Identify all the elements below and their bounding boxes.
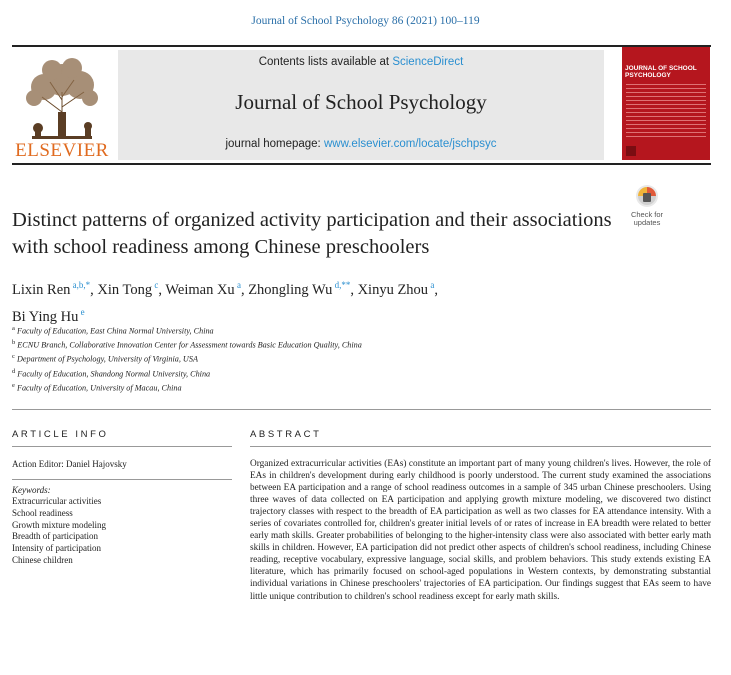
affiliation-item	[12, 323, 612, 337]
affiliation-text: Department of Psychology, University of Virginia, USA	[14, 355, 198, 365]
homepage-prefix: journal homepage:	[225, 138, 324, 150]
journal-title[interactable]: Journal of School Psychology	[235, 90, 487, 114]
author-separator: ,	[158, 281, 166, 298]
affiliation-text: ECNU Branch, Collaborative Innovation Center for Assessment towards Basic Education Quality, China	[15, 340, 362, 350]
keyword-item: Growth mixture modeling	[12, 519, 106, 530]
keyword-item: School readiness	[12, 507, 73, 518]
author-separator: ,	[240, 281, 249, 298]
keyword-item: Breadth of participation	[12, 531, 98, 542]
keyword-item: Intensity of participation	[12, 543, 101, 554]
running-head[interactable]: Journal of School Psychology 86 (2021) 100–119	[251, 15, 480, 27]
check-for-updates-label[interactable]	[618, 211, 676, 227]
keyword-item: Chinese children	[12, 554, 73, 565]
header-rule-top	[12, 45, 711, 47]
section-divider	[12, 409, 711, 410]
cover-publisher-mark	[626, 146, 636, 156]
abstract-text: Organized extracurricular activities (EAs) constitute an important part of many young children's lives. However, the role of EAs in children's development during early childhood is poorly understood. The current study examined the associations between EA participation and a range of school readiness outcomes in a sample of 345 urban Chinese preschoolers. Using three waves of data collected on EA participation and applying growth mixture modeling, we discovered two distinct trajectory classes with respect to the breadth of EA participation as well as two classes for EA attendance intensity. With a series of covariates controlled for, children's greater initial levels of or rates of increase in EA breadth were related to better early math skills. Greater probabilities of belonging to the higher-intensity class were also associated with better early math skills in children. However, EA participation did not predict other aspects of children's school readiness, including Chinese reading, receptive vocabulary, expressive language, social skills, and problem behaviors. This study extends existing EA literature, which has primarily focused on school-aged populations in Western contexts, by demonstrating substantial individual variations in Chinese preschoolers' trajectories of EA participation. Our findings suggest that EAs seem to have little unique contribution to children's school readiness except for early math skills.	[250, 459, 711, 602]
affiliation-text: Faculty of Education, Shandong Normal University, China	[15, 369, 211, 379]
abstract-heading: ABSTRACT	[250, 429, 322, 440]
affiliation-marker: c	[12, 353, 15, 361]
cover-title: JOURNAL OF SCHOOL PSYCHOLOGY	[625, 65, 697, 79]
journal-homepage-link[interactable]: www.elsevier.com/locate/jschpsyc	[323, 138, 497, 150]
author-list	[12, 274, 612, 328]
abstract-rule	[250, 446, 711, 447]
affiliation-marker: d	[12, 367, 16, 375]
author-affiliation-marker[interactable]: d,**	[332, 280, 351, 290]
author-affiliation-marker[interactable]: a	[428, 280, 435, 290]
journal-cover-thumbnail[interactable]	[622, 47, 710, 160]
author-separator: ,	[434, 281, 438, 298]
homepage-line	[118, 138, 604, 150]
author-name[interactable]: Zhongling Wu	[248, 281, 333, 298]
affiliation-list	[12, 323, 612, 394]
editor-rule	[12, 479, 232, 480]
affiliation-item	[12, 366, 612, 380]
author-name[interactable]: Weiman Xu	[165, 281, 235, 298]
author-affiliation-marker[interactable]: e	[78, 306, 85, 317]
affiliation-marker: e	[12, 381, 15, 389]
article-title: Distinct patterns of organized activity participation and their associations with school readiness among Chinese preschoolers	[12, 209, 612, 258]
article-info-heading: ARTICLE INFO	[12, 429, 109, 440]
article-info-rule	[12, 446, 232, 447]
author-name[interactable]: Xinyu Zhou	[357, 281, 429, 298]
contents-prefix: Contents lists available at	[258, 56, 393, 68]
author-name[interactable]: Lixin Ren	[12, 281, 71, 298]
keywords-label: Keywords:	[12, 485, 51, 495]
affiliation-item	[12, 351, 612, 365]
author-affiliation-marker[interactable]: c	[152, 280, 159, 290]
affiliation-text: Faculty of Education, East China Normal University, China	[14, 326, 214, 336]
sciencedirect-link[interactable]: ScienceDirect	[392, 56, 464, 68]
author-affiliation-marker[interactable]: a,b,*	[70, 280, 91, 290]
contents-line	[118, 56, 604, 68]
author-name[interactable]: Xin Tong	[97, 281, 153, 298]
author-affiliation-marker[interactable]: a	[234, 280, 241, 290]
action-editor: Action Editor: Daniel Hajovsky	[12, 459, 127, 469]
author-separator: ,	[90, 281, 98, 298]
affiliation-item	[12, 380, 612, 394]
author-separator: ,	[350, 281, 358, 298]
affiliation-marker: b	[12, 339, 16, 347]
affiliation-item	[12, 337, 612, 351]
elsevier-wordmark[interactable]: ELSEVIER	[15, 140, 109, 161]
cover-text-lines	[626, 81, 706, 140]
keyword-item: Extracurricular activities	[12, 496, 102, 506]
author-name[interactable]: Bi Ying Hu	[12, 308, 79, 325]
affiliation-text: Faculty of Education, University of Macau, China	[14, 383, 182, 393]
affiliation-marker: a	[12, 325, 15, 332]
check-updates-line2: updates	[633, 218, 661, 227]
keyword-list	[12, 496, 106, 567]
header-rule-bottom	[12, 163, 711, 165]
check-updates-line1: Check for	[630, 210, 664, 219]
